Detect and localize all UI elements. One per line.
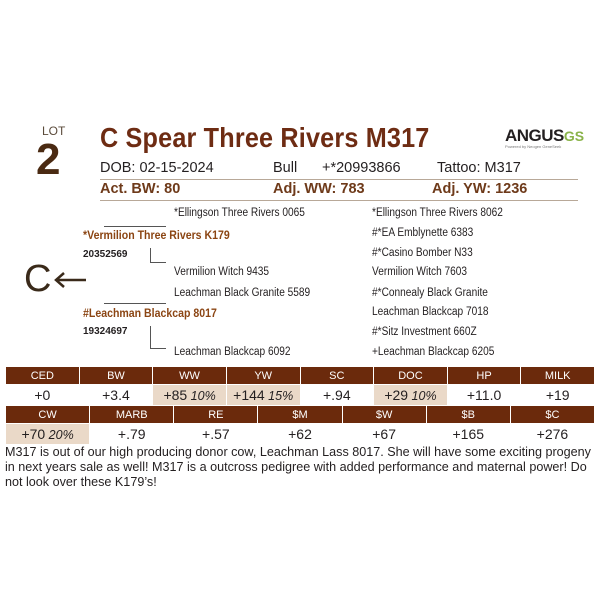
epd-value-bw: +3.4 — [79, 385, 153, 406]
epd-header-hp: HP — [447, 367, 521, 385]
adjusted-weaning-weight: Adj. WW: 783 — [273, 181, 365, 197]
description: M317 is out of our high producing donor cow, Leachman Lass 8017. She will have some exciting progeny in next years sale as well! M317 is a outcross pedigree with added performance and maternal power! Do not look over these K179’s! — [5, 445, 591, 489]
epd-header-milk: MILK — [521, 367, 595, 385]
lot-label: LOT — [42, 124, 66, 138]
epd-value-dollar-m: +62 — [258, 424, 342, 445]
dam-reg: 19324697 — [83, 326, 128, 337]
epd-header-yw: YW — [226, 367, 300, 385]
pedigree-g3: #*EA Emblynette 6383 — [372, 227, 474, 239]
pedigree-line — [104, 226, 166, 227]
epd-value-milk: +19 — [521, 385, 595, 406]
sire-dam: Vermilion Witch 9435 — [174, 266, 270, 278]
epd-header-doc: DOC — [374, 367, 448, 385]
registration-number: +*20993866 — [322, 160, 401, 176]
epd-value-sc: +.94 — [300, 385, 374, 406]
dam: #Leachman Blackcap 8017 — [83, 306, 217, 320]
epd-value-marb: +.79 — [90, 424, 174, 445]
tattoo: Tattoo: M317 — [437, 160, 521, 176]
epd-value-re: +.57 — [174, 424, 258, 445]
animal-name: C Spear Three Rivers M317 — [100, 122, 430, 153]
epd-header-re: RE — [174, 406, 258, 424]
epd-value-yw: +144 15% — [226, 385, 300, 406]
c-marker: C — [24, 258, 52, 300]
actual-birth-weight: Act. BW: 80 — [100, 181, 181, 197]
dob: DOB: 02-15-2024 — [100, 160, 214, 176]
epd-header-marb: MARB — [90, 406, 174, 424]
adjusted-yearling-weight: Adj. YW: 1236 — [432, 181, 528, 197]
angus-gs-logo: ANGUSGS Powered by Neogen GeneSeek — [505, 126, 585, 149]
epd-value-dollar-b: +165 — [426, 424, 510, 445]
epd-header-sc: SC — [300, 367, 374, 385]
divider — [100, 200, 578, 201]
epd-header-ww: WW — [153, 367, 227, 385]
pedigree-line — [104, 303, 166, 304]
pedigree-line — [150, 348, 166, 349]
epd-header-dollar-c: $C — [510, 406, 594, 424]
sire-sire: *Ellingson Three Rivers 0065 — [174, 207, 305, 219]
pedigree-g3: Leachman Blackcap 7018 — [372, 306, 489, 318]
sire: *Vermilion Three Rivers K179 — [83, 228, 230, 242]
epd-value-dollar-w: +67 — [342, 424, 426, 445]
epd-value-cw: +70 20% — [6, 424, 90, 445]
pedigree-line — [150, 248, 151, 262]
dam-dam: Leachman Blackcap 6092 — [174, 346, 291, 358]
epd-header-dollar-w: $W — [342, 406, 426, 424]
epd-header-ced: CED — [6, 367, 80, 385]
divider — [100, 179, 578, 180]
left-arrow-icon — [52, 270, 88, 290]
epd-header-bw: BW — [79, 367, 153, 385]
pedigree-g3: #*Sitz Investment 660Z — [372, 326, 477, 338]
epd-header-cw: CW — [6, 406, 90, 424]
epd-table-1 — [5, 366, 595, 406]
pedigree-g3: +Leachman Blackcap 6205 — [372, 346, 495, 358]
epd-value-ww: +85 10% — [153, 385, 227, 406]
pedigree-g3: #*Connealy Black Granite — [372, 287, 488, 299]
epd-value-hp: +11.0 — [447, 385, 521, 406]
pedigree-g3: Vermilion Witch 7603 — [372, 266, 468, 278]
sex: Bull — [273, 160, 298, 176]
pedigree-g3: *Ellingson Three Rivers 8062 — [372, 207, 503, 219]
sire-reg: 20352569 — [83, 249, 128, 260]
epd-table-2 — [5, 405, 595, 445]
lot-number: 2 — [36, 135, 61, 184]
epd-value-doc: +29 10% — [374, 385, 448, 406]
epd-value-ced: +0 — [6, 385, 80, 406]
pedigree-line — [150, 326, 151, 348]
epd-header-dollar-m: $M — [258, 406, 342, 424]
epd-header-dollar-b: $B — [426, 406, 510, 424]
pedigree-g3: #*Casino Bomber N33 — [372, 247, 473, 259]
dam-sire: Leachman Black Granite 5589 — [174, 287, 311, 299]
epd-value-dollar-c: +276 — [510, 424, 594, 445]
pedigree-line — [150, 262, 166, 263]
